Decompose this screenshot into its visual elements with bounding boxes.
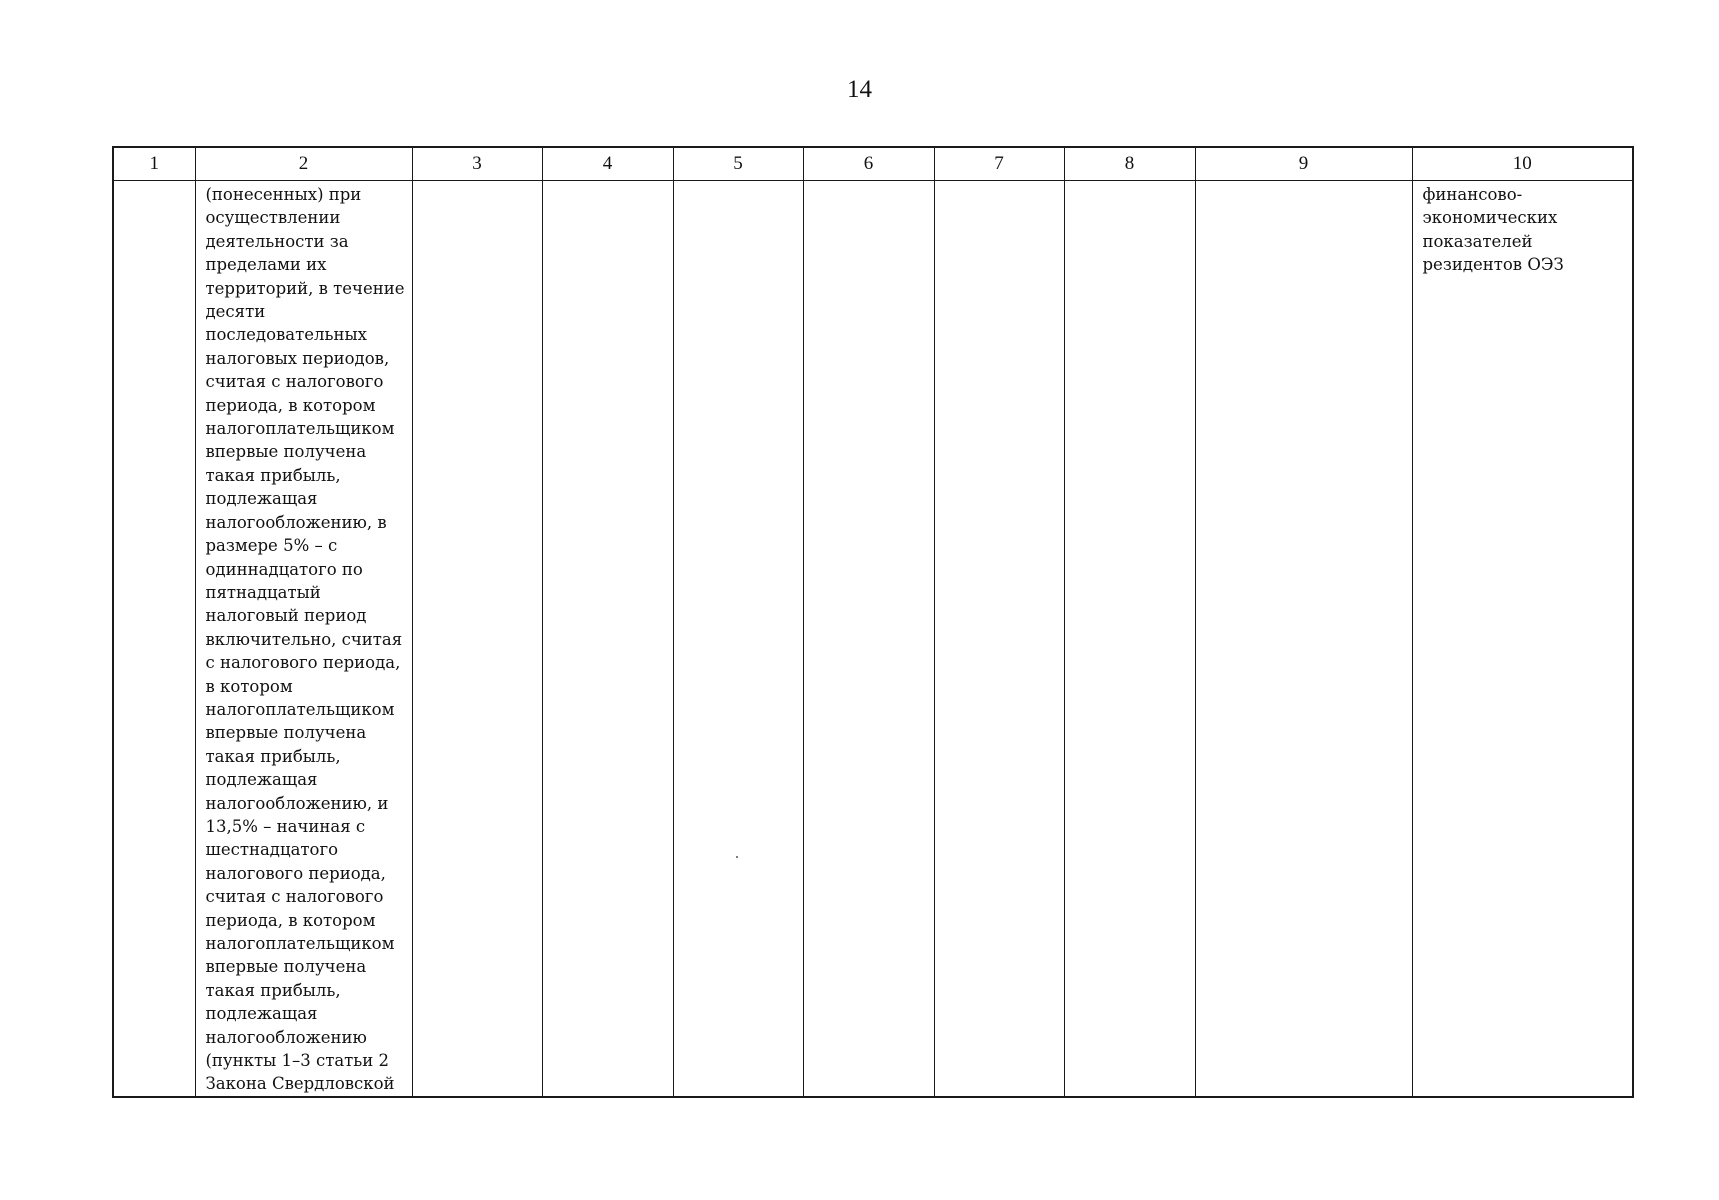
cell-col7 <box>934 181 1064 1097</box>
cell-col6 <box>803 181 934 1097</box>
cell-col5-text <box>674 181 803 183</box>
cell-col2-text: (понесенных) при осуществлении деятельности за пределами их территорий, в течение десяти последовательных налоговых периодов, считая с налогового периода, в котором налогоплательщиком впервые получена такая прибыль, подлежащая налогообложению, в размере 5% – с одиннадцатого по пятнадцатый налоговый период включительно, считая с налогового периода, в котором налогоплательщиком впервые получена такая прибыль, подлежащая налогообложению, и 13,5% – начиная с шестнадцатого налогового периода, считая с налогового периода, в котором налогоплательщиком впервые получена такая прибыль, подлежащая налогообложению (пункты 1–3 статьи 2 Закона Свердловской <box>205 185 405 1094</box>
header-row <box>113 147 1633 181</box>
column-header-9: 9 <box>1195 147 1412 181</box>
column-header-1: 1 <box>113 147 195 181</box>
scan-speck <box>736 856 738 858</box>
cell-col9-text <box>1196 181 1412 183</box>
column-header-10: 10 <box>1412 147 1633 181</box>
cell-col9 <box>1195 181 1412 1097</box>
column-header-2: 2 <box>195 147 412 181</box>
column-header-4: 4 <box>542 147 673 181</box>
data-table <box>112 146 1634 1098</box>
column-header-6: 6 <box>803 147 934 181</box>
cell-col7-text <box>935 181 1064 183</box>
cell-col10-text: финансово- экономических показателей резидентов ОЭЗ <box>1422 185 1564 275</box>
column-header-8: 8 <box>1064 147 1195 181</box>
cell-col5 <box>673 181 803 1097</box>
column-header-3: 3 <box>412 147 542 181</box>
cell-col4 <box>542 181 673 1097</box>
table-row <box>113 181 1633 1097</box>
column-header-5: 5 <box>673 147 803 181</box>
page-number: 14 <box>847 76 872 103</box>
cell-col1-text <box>114 181 195 183</box>
cell-col1 <box>113 181 195 1097</box>
cell-col8-text <box>1065 181 1195 183</box>
cell-col3-text <box>413 181 542 183</box>
cell-col6-text <box>804 181 934 183</box>
cell-col8 <box>1064 181 1195 1097</box>
cell-col4-text <box>543 181 673 183</box>
cell-col3 <box>412 181 542 1097</box>
cell-col10 <box>1412 181 1633 1097</box>
cell-col2 <box>195 181 412 1097</box>
column-header-7: 7 <box>934 147 1064 181</box>
